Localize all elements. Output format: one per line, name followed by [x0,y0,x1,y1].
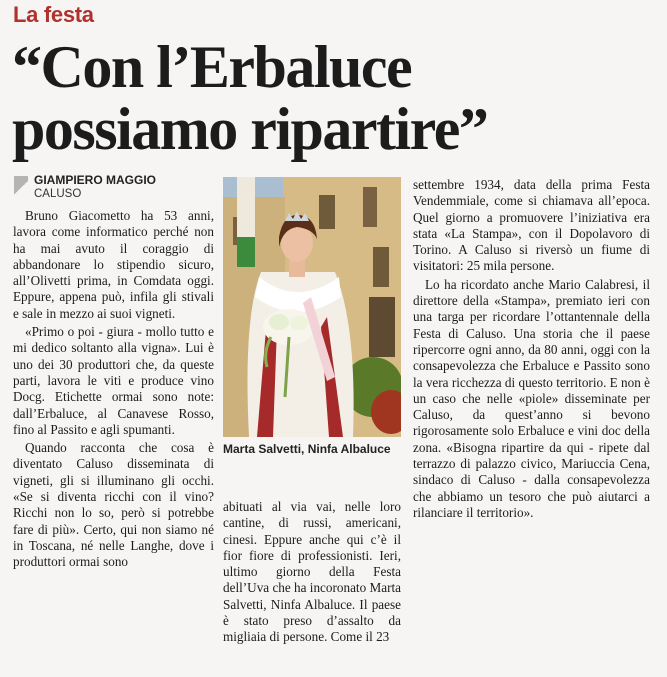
headline [12,36,662,160]
text-column-2 [223,499,401,646]
paragraph: «Primo o poi - giura - mollo tutto e mi dedico soltanto alla vigna». Lui è uno dei 30 produttori che, da queste parti, lavora le viti e produce vino Docg. Etichette ormai sono note: dall’Erbaluce, al Canavese Rosso, fino al Passito e agli spumanti. [13,324,214,437]
byline [14,173,156,201]
paragraph: abituati al via vai, nelle loro cantine, di russi, americani, cinesi. Eppure anche qui c’è il fior fiore di professionisti. Ieri, ultimo giorno della Festa dell’Uva che ha incoronato Marta Salvetti, Ninfa Albaluce. Il paese è stato preso d’assalto da migliaia di persone. Come il 23 [223,499,401,645]
section-label: La festa [13,2,94,27]
photo-illustration [223,177,401,437]
paragraph: settembre 1934, data della prima Festa Vendemmiale, come si chiamava all’epoca. Quel giorno a promuovere l’iniziativa era stata «La Stampa», con il Dopolavoro di Torino. A Caluso si riversò un fiume di visitatori: 25 mila persone. [413,177,650,274]
text-column-3 [413,177,650,521]
text-column-1 [13,208,214,571]
dateline-place: CALUSO [34,188,82,200]
byline-marker-icon [14,176,28,200]
headline-line-1: “Con l’Erbaluce [12,34,412,100]
paragraph: Bruno Giacometto ha 53 anni, lavora come informatico perché non ha mai avuto il coraggio di abbandonare lo stipendio sicuro, all’Olivetti prima, in Comdata oggi. Eppure, appena può, infila gli stivali e sale in mezzo ai suoi vigneti. [13,208,214,321]
headline-line-2: possiamo ripartire” [12,96,488,162]
paragraph: Lo ha ricordato anche Mario Calabresi, il direttore della «Stampa», premiato ieri con una targa per ricordare l’ottantennale della Festa di Caluso. Una storia che il paese ripercorre ogni anno, da 80 anni, oggi con la consapevolezza che Erbaluce e Passito sono la vera ricchezza di questo territorio. E non è un caso che nelle «piole» disseminate per Caluso, da quest’anno si bevono rigorosamente solo Erbaluce e vini doc della zona. «Bisogna ripartire da qui - ripete dal terrazzo di palazzo civico, Mariuccia Cena, sindaco di Caluso - dalla consapevolezza che abbiamo un tesoro che può aiutarci a rilanciare il territorio». [413,276,650,520]
news-photo [223,177,401,437]
author-name: GIAMPIERO MAGGIO [34,173,157,187]
paragraph: Quando racconta che cosa è diventato Caluso disseminata di vigneti, gli si illuminano gli occhi. «Se si diventa ricchi con il vino? Ricchi non lo so, però si potrebbe fare di più». Certo, qui non siamo né in Toscana, né nelle Langhe, dove i produttori ormai sono [13,440,214,570]
photo-caption: Marta Salvetti, Ninfa Albaluce [223,442,391,456]
